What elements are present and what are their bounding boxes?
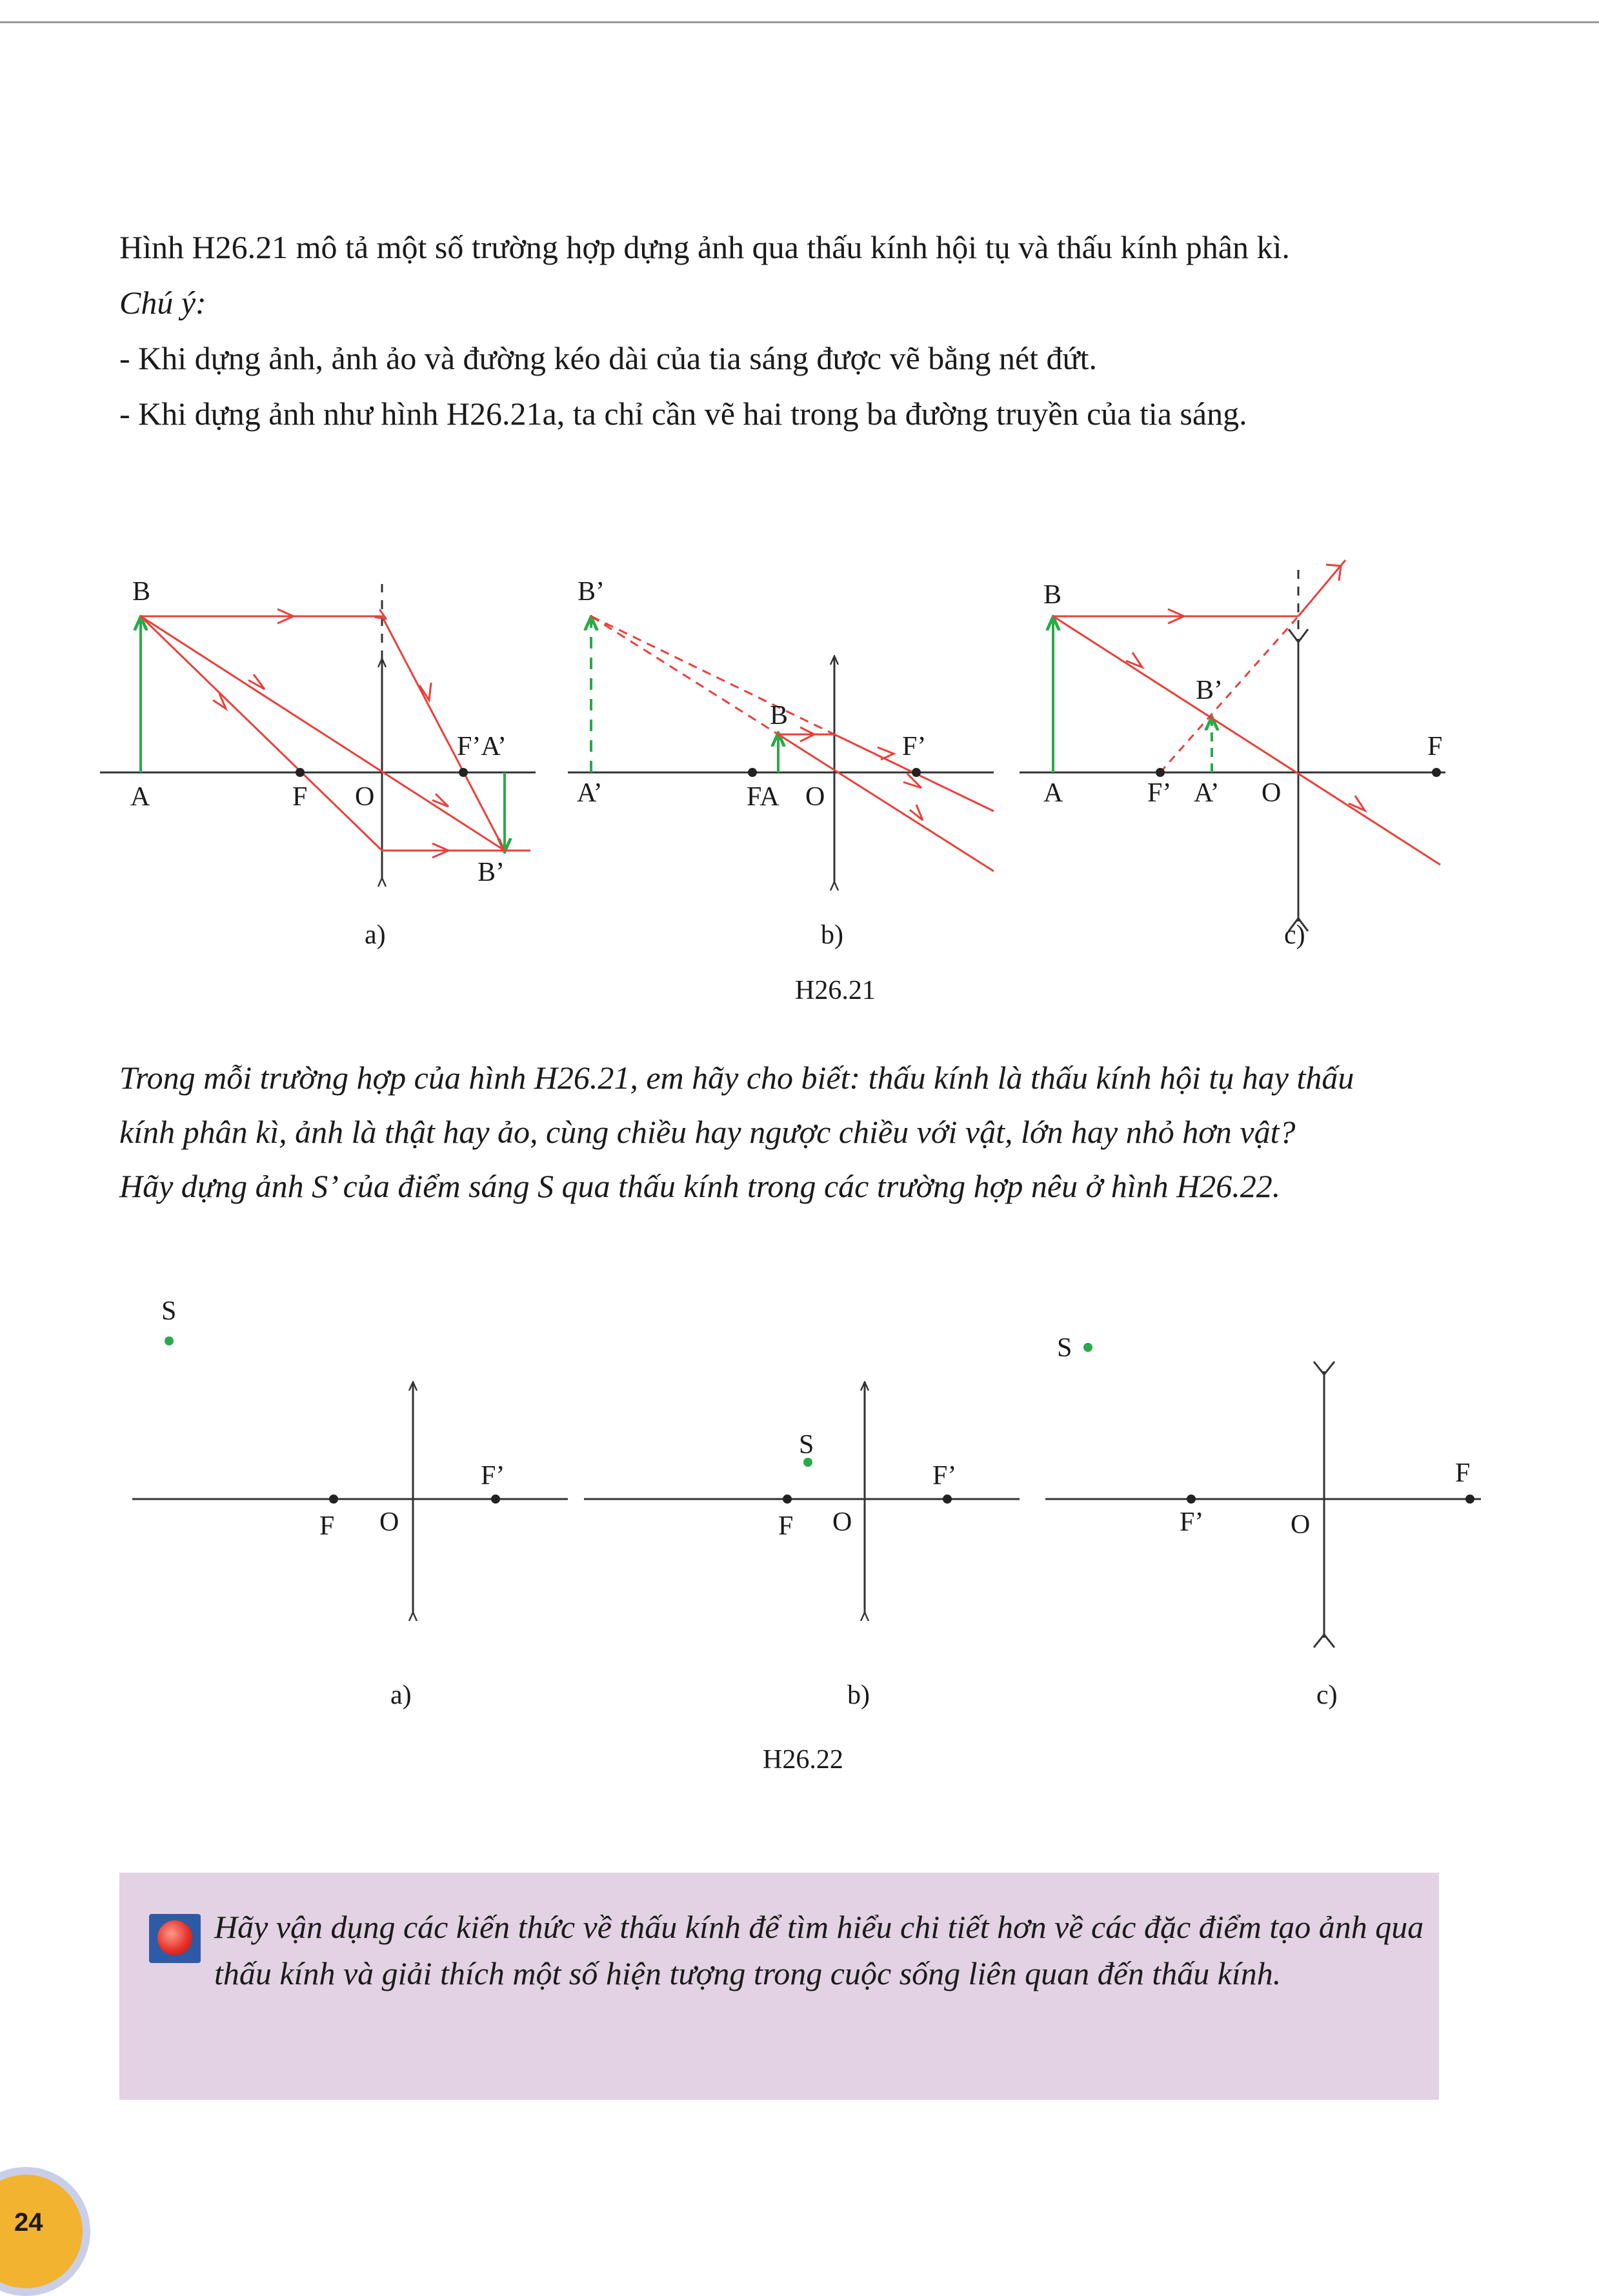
label-F: F	[319, 1511, 335, 1541]
label-A: A	[130, 782, 150, 812]
label-S: S	[799, 1430, 814, 1460]
label-Fp: F’	[481, 1461, 505, 1491]
label-O: O	[1291, 1510, 1311, 1540]
label-O: O	[355, 782, 375, 812]
subfigure-label: b)	[821, 920, 843, 950]
note-heading: Chú ý:	[119, 285, 206, 321]
focus-point	[748, 768, 757, 777]
focus-point	[1156, 768, 1165, 777]
label-Bp: B’	[478, 858, 505, 887]
label-Ap: A’	[1194, 778, 1220, 808]
label-FpAp: F’A’	[457, 732, 507, 761]
focus-point	[491, 1495, 500, 1504]
label-Bp: B’	[1196, 676, 1223, 705]
subfigure-label: c)	[1284, 920, 1305, 950]
lightbulb-icon	[149, 1914, 201, 1963]
ray-arrowhead	[878, 747, 894, 760]
focus-point	[459, 768, 468, 777]
label-S: S	[1057, 1333, 1072, 1363]
label-F: F	[292, 782, 308, 812]
light-source	[165, 1336, 174, 1345]
diagram-a	[100, 577, 536, 950]
label-Fp: F’	[902, 732, 927, 761]
focus-point	[1187, 1495, 1196, 1504]
focus-point	[943, 1495, 952, 1504]
bullet-dashed-lines: - Khi dựng ảnh, ảnh ảo và đường kéo dài của tia sáng được vẽ bằng nét đứt.	[119, 340, 1098, 376]
label-FA: FA	[747, 782, 779, 812]
ray-extension-dashed	[591, 616, 834, 734]
question-line: Hãy dựng ảnh S’ của điểm sáng S qua thấu kính trong các trường hợp nêu ở hình H26.22.	[119, 1168, 1281, 1204]
ray-extension-dashed	[1160, 616, 1298, 772]
label-Fp: F’	[932, 1461, 957, 1491]
focus-point	[329, 1495, 338, 1504]
page-number: 24	[14, 2208, 43, 2237]
figure-caption: H26.22	[763, 1745, 843, 1775]
question-line: kính phân kì, ảnh là thật hay ảo, cùng chiều hay ngược chiều với vật, lớn hay nhỏ hơn vật?	[119, 1114, 1296, 1150]
subfigure-label: a)	[390, 1680, 412, 1710]
ray-center	[1053, 616, 1443, 865]
focus-point	[1432, 768, 1441, 777]
label-O: O	[1262, 778, 1282, 808]
label-O: O	[379, 1507, 399, 1537]
top-rule	[0, 21, 1599, 23]
label-B: B	[1043, 580, 1062, 610]
light-source	[1083, 1343, 1092, 1352]
diagram-c	[1045, 1333, 1481, 1710]
focus-point	[912, 768, 921, 777]
bullet-two-rays: - Khi dựng ảnh như hình H26.21a, ta chỉ cần vẽ hai trong ba đường truyền của tia sáng.	[119, 396, 1247, 432]
label-Ap: A’	[577, 778, 603, 808]
label-B: B	[132, 577, 151, 607]
label-Bp: B’	[578, 577, 605, 607]
figure-h26-21	[0, 529, 1599, 1020]
intro-line: Hình H26.21 mô tả một số trường hợp dựng ảnh qua thấu kính hội tụ và thấu kính phân kì.	[119, 229, 1290, 265]
ray-refracted	[1298, 560, 1345, 616]
intro-text	[119, 219, 1474, 441]
subfigure-label: a)	[365, 920, 386, 950]
label-O: O	[805, 782, 825, 812]
subfigure-label: b)	[847, 1680, 870, 1710]
label-Fp: F’	[1180, 1507, 1204, 1537]
focus-point	[296, 768, 305, 777]
diagram-b	[568, 577, 994, 950]
diagram-b	[584, 1383, 1020, 1710]
label-S: S	[161, 1296, 177, 1326]
label-A: A	[1043, 778, 1063, 808]
ray-arrowhead	[910, 805, 923, 820]
label-O: O	[832, 1507, 852, 1537]
question-text	[119, 1053, 1487, 1216]
figure-h26-22	[0, 1271, 1599, 1787]
figure-caption: H26.21	[795, 976, 876, 1005]
question-line: Trong mỗi trường hợp của hình H26.21, em hãy cho biết: thấu kính là thấu kính hội tụ hay thấu	[119, 1060, 1354, 1096]
subfigure-label: c)	[1316, 1680, 1338, 1710]
diagram-a	[132, 1296, 568, 1710]
label-F: F	[1427, 732, 1443, 761]
label-Fp: F’	[1147, 778, 1172, 808]
label-F: F	[778, 1511, 794, 1541]
ray-center	[141, 616, 505, 851]
diagram-c	[1020, 560, 1445, 950]
label-F: F	[1455, 1458, 1471, 1488]
ray-extension-dashed	[591, 616, 778, 734]
page-badge	[0, 2167, 90, 2296]
focus-point	[1465, 1495, 1474, 1504]
focus-point	[783, 1495, 792, 1504]
label-B: B	[770, 701, 789, 730]
application-note-text: Hãy vận dụng các kiến thức về thấu kính để tìm hiểu chi tiết hơn về các đặc điểm tạo ảnh qua thấu kính và giải thích một số hiện tượng trong cuộc sống liên quan đến thấu kính.	[214, 1909, 1424, 1991]
